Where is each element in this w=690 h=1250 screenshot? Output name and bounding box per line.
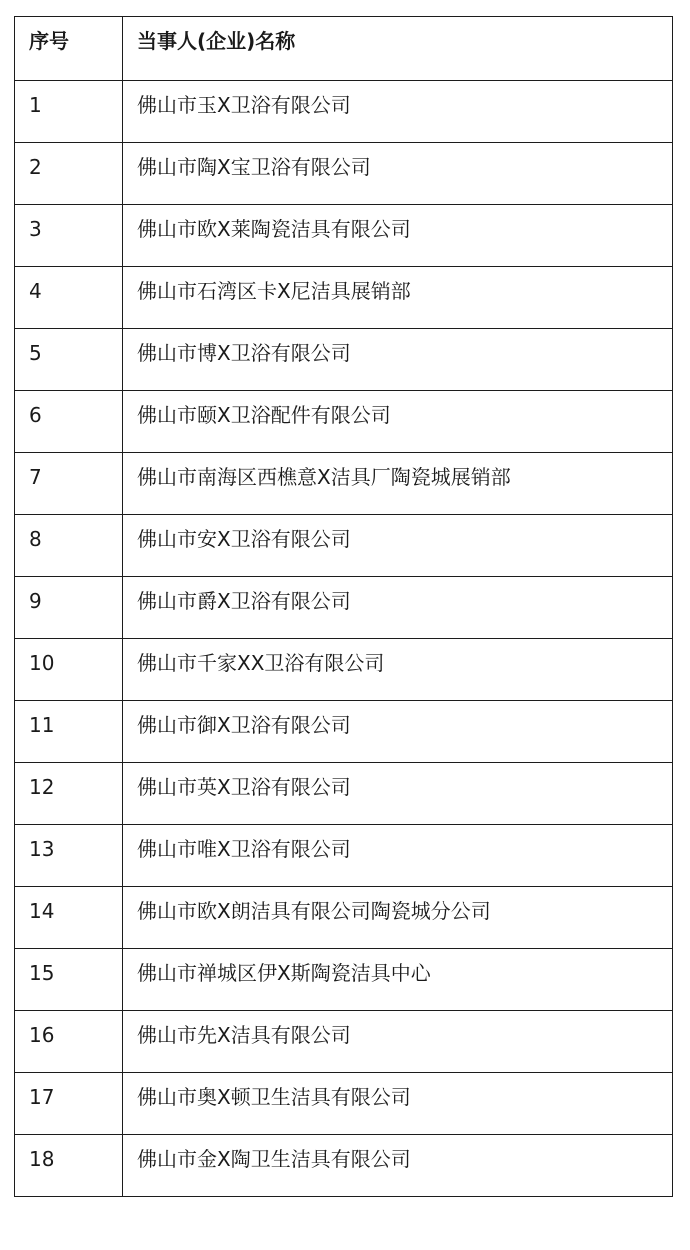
index-cell	[15, 701, 123, 763]
company-table	[14, 16, 673, 1197]
index-cell	[15, 577, 123, 639]
index-cell	[15, 887, 123, 949]
index-cell	[15, 763, 123, 825]
table-row	[15, 267, 673, 329]
index-cell	[15, 81, 123, 143]
name-cell	[123, 267, 673, 329]
index-cell	[15, 825, 123, 887]
name-cell	[123, 949, 673, 1011]
name-cell	[123, 329, 673, 391]
name-cell	[123, 391, 673, 453]
row-company-name: 佛山市奥X顿卫生洁具有限公司	[137, 1085, 411, 1109]
row-index: 11	[29, 713, 55, 737]
table-row	[15, 1073, 673, 1135]
name-cell	[123, 81, 673, 143]
name-cell	[123, 825, 673, 887]
name-cell	[123, 1073, 673, 1135]
row-index: 3	[29, 217, 42, 241]
table-row	[15, 577, 673, 639]
table-header-row	[15, 17, 673, 81]
row-index: 17	[29, 1085, 55, 1109]
table-row	[15, 763, 673, 825]
table-row	[15, 1011, 673, 1073]
table-row	[15, 949, 673, 1011]
name-cell	[123, 763, 673, 825]
name-cell	[123, 143, 673, 205]
row-index: 1	[29, 93, 42, 117]
row-index: 5	[29, 341, 42, 365]
name-cell	[123, 577, 673, 639]
table-row	[15, 143, 673, 205]
row-index: 10	[29, 651, 55, 675]
row-company-name: 佛山市爵X卫浴有限公司	[137, 589, 351, 613]
index-cell	[15, 143, 123, 205]
table-row	[15, 701, 673, 763]
index-cell	[15, 205, 123, 267]
row-company-name: 佛山市金X陶卫生洁具有限公司	[137, 1147, 411, 1171]
row-company-name: 佛山市欧X莱陶瓷洁具有限公司	[137, 217, 411, 241]
index-cell	[15, 1073, 123, 1135]
index-cell	[15, 515, 123, 577]
name-cell	[123, 701, 673, 763]
row-company-name: 佛山市安X卫浴有限公司	[137, 527, 351, 551]
index-cell	[15, 639, 123, 701]
table-row	[15, 329, 673, 391]
row-company-name: 佛山市石湾区卡X尼洁具展销部	[137, 279, 411, 303]
row-company-name: 佛山市欧X朗洁具有限公司陶瓷城分公司	[137, 899, 491, 923]
row-company-name: 佛山市千家XX卫浴有限公司	[137, 651, 385, 675]
table-row	[15, 81, 673, 143]
row-company-name: 佛山市唯X卫浴有限公司	[137, 837, 351, 861]
header-name-cell	[123, 17, 673, 81]
header-name-label: 当事人(企业)名称	[137, 29, 296, 53]
index-cell	[15, 949, 123, 1011]
index-cell	[15, 329, 123, 391]
table-row	[15, 205, 673, 267]
row-index: 14	[29, 899, 55, 923]
row-company-name: 佛山市玉X卫浴有限公司	[137, 93, 351, 117]
row-index: 6	[29, 403, 42, 427]
index-cell	[15, 1011, 123, 1073]
index-cell	[15, 391, 123, 453]
table-row	[15, 825, 673, 887]
row-index: 13	[29, 837, 55, 861]
row-index: 8	[29, 527, 42, 551]
table-row	[15, 1135, 673, 1197]
name-cell	[123, 453, 673, 515]
row-company-name: 佛山市陶X宝卫浴有限公司	[137, 155, 371, 179]
index-cell	[15, 453, 123, 515]
row-company-name: 佛山市先X洁具有限公司	[137, 1023, 351, 1047]
name-cell	[123, 515, 673, 577]
name-cell	[123, 887, 673, 949]
row-index: 16	[29, 1023, 55, 1047]
row-index: 2	[29, 155, 42, 179]
row-company-name: 佛山市博X卫浴有限公司	[137, 341, 351, 365]
table-row	[15, 515, 673, 577]
name-cell	[123, 205, 673, 267]
name-cell	[123, 639, 673, 701]
row-company-name: 佛山市御X卫浴有限公司	[137, 713, 351, 737]
row-index: 12	[29, 775, 55, 799]
index-cell	[15, 267, 123, 329]
header-index-label: 序号	[29, 29, 69, 53]
table-row	[15, 453, 673, 515]
row-index: 15	[29, 961, 55, 985]
row-company-name: 佛山市英X卫浴有限公司	[137, 775, 351, 799]
row-index: 9	[29, 589, 42, 613]
row-index: 7	[29, 465, 42, 489]
table-row	[15, 391, 673, 453]
row-company-name: 佛山市禅城区伊X斯陶瓷洁具中心	[137, 961, 431, 985]
name-cell	[123, 1135, 673, 1197]
table-row	[15, 639, 673, 701]
index-cell	[15, 1135, 123, 1197]
row-index: 18	[29, 1147, 55, 1171]
row-company-name: 佛山市南海区西樵意X洁具厂陶瓷城展销部	[137, 465, 511, 489]
name-cell	[123, 1011, 673, 1073]
row-index: 4	[29, 279, 42, 303]
table-row	[15, 887, 673, 949]
row-company-name: 佛山市颐X卫浴配件有限公司	[137, 403, 391, 427]
header-index-cell	[15, 17, 123, 81]
